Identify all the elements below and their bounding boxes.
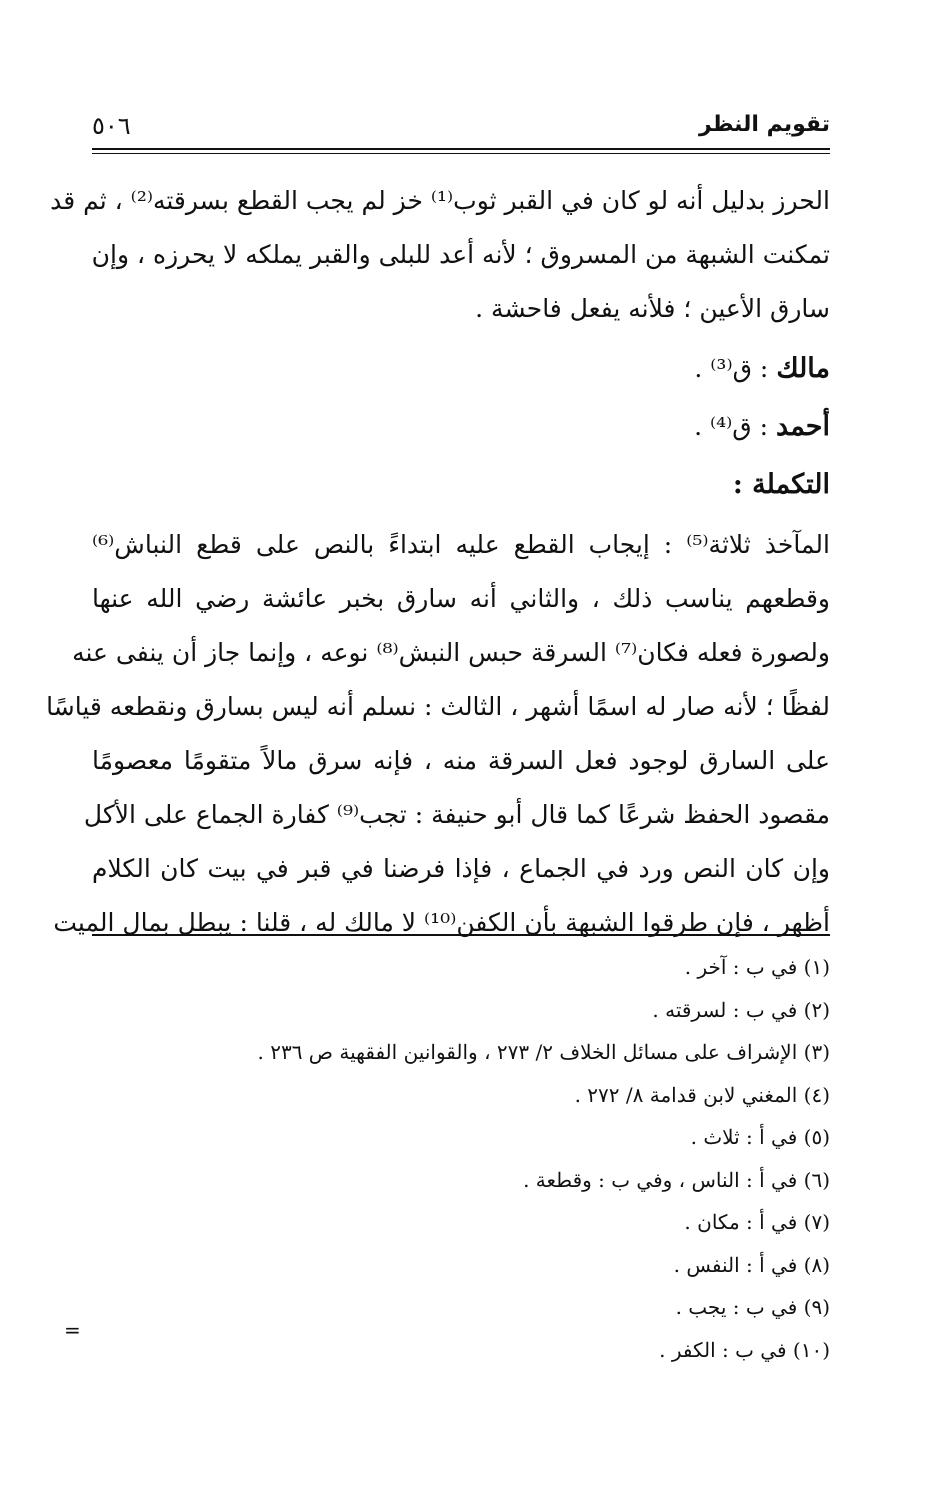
- margin-mark: =: [64, 1318, 81, 1342]
- footnote-separator: [92, 934, 830, 936]
- text-line: الحرز بدليل أنه لو كان في القبر ثوب⁽¹⁾ خز لم يجب القطع بسرقته⁽²⁾ ، ثم قد: [50, 186, 830, 215]
- text-line: مقصود الحفظ شرعًا كما قال أبو حنيفة : تجب⁽⁹⁾ كفارة الجماع على الأكل: [83, 800, 830, 829]
- footnote-item: (١) في ب : آخر .: [684, 955, 830, 979]
- text-line: ولصورة فعله فكان⁽⁷⁾ السرقة حبس النبش⁽⁸⁾ نوعه ، وإنما جاز أن ينفى عنه: [72, 638, 830, 667]
- takmila-entry: [92, 456, 830, 514]
- footnote-item: (٧) في أ : مكان .: [684, 1210, 830, 1234]
- footnote-item: (٤) المغني لابن قدامة ٨/ ٢٧٢ .: [574, 1082, 830, 1107]
- text-line: على السارق لوجود فعل السرقة منه ، فإنه سرق مالاً متقومًا معصومًا: [92, 746, 830, 775]
- text-line: سارق الأعين ؛ فلأنه يفعل فاحشة .: [475, 294, 830, 323]
- running-header: [92, 112, 830, 148]
- text-line: وإن كان النص ورد في الجماع ، فإذا فرضنا في قبر في بيت كان الكلام: [92, 854, 830, 883]
- malik-entry: [92, 340, 830, 398]
- page-number: ٥٠٦: [92, 112, 131, 140]
- malik-text: : ق⁽³⁾ .: [694, 354, 769, 383]
- footnote-item: (١٠) في ب : الكفر .: [659, 1337, 830, 1362]
- header-rule-thin: [92, 153, 830, 154]
- text-line: المآخذ ثلاثة⁽⁵⁾ : إيجاب القطع عليه ابتداءً بالنص على قطع النباش⁽⁶⁾: [92, 530, 830, 559]
- footnote-item: (٦) في أ : الناس ، وفي ب : وقطعة .: [523, 1167, 830, 1192]
- text-line: أظهر ، فإن طرقوا الشبهة بأن الكفن⁽¹⁰⁾ لا مالك له ، قلنا : يبطل بمال الميت: [53, 908, 830, 937]
- header-rule-thick: [92, 148, 830, 150]
- footnote-item: (٩) في ب : يجب .: [675, 1295, 830, 1319]
- footnotes: [92, 946, 830, 1371]
- ahmad-text: : ق⁽⁴⁾ .: [694, 412, 769, 441]
- text-line: تمكنت الشبهة من المسروق ؛ لأنه أعد للبلى والقبر يملكه لا يحرزه ، وإن: [91, 240, 830, 269]
- text-line: لفظًا ؛ لأنه صار له اسمًا أشهر ، الثالث : نسلم أنه ليس بسارق ونقطعه قياسًا: [46, 692, 830, 721]
- footnote-item: (٥) في أ : ثلاث .: [690, 1125, 830, 1149]
- ahmad-label: أحمد: [776, 411, 830, 442]
- malik-label: مالك: [776, 353, 830, 384]
- running-title: تقويم النظر: [699, 112, 830, 137]
- takmila-heading: التكملة :: [732, 469, 830, 500]
- text-line: وقطعهم يناسب ذلك ، والثاني أنه سارق بخبر عائشة رضي الله عنها: [92, 584, 830, 613]
- footnote-item: (٢) في ب : لسرقته .: [652, 997, 830, 1022]
- footnote-item: (٨) في أ : النفس .: [673, 1252, 830, 1277]
- main-text: [46, 174, 830, 950]
- ahmad-entry: [92, 398, 830, 456]
- footnote-item: (٣) الإشراف على مسائل الخلاف ٢/ ٢٧٣ ، والقوانين الفقهية ص ٢٣٦ .: [257, 1040, 830, 1064]
